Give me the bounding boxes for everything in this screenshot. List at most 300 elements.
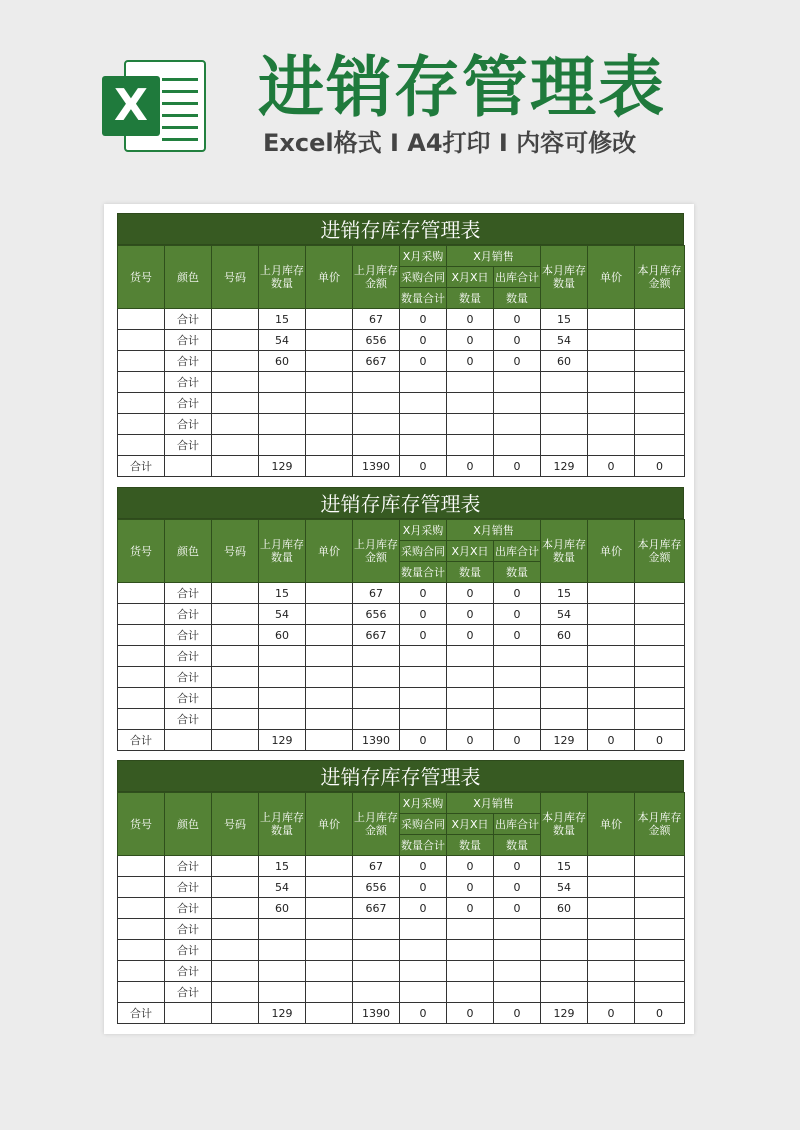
table-cell[interactable]: 0 xyxy=(494,330,541,351)
total-cell[interactable]: 0 xyxy=(494,1003,541,1024)
table-cell[interactable] xyxy=(306,982,353,1003)
table-cell[interactable] xyxy=(541,982,588,1003)
total-cell[interactable] xyxy=(212,730,259,751)
table-cell[interactable]: 656 xyxy=(353,604,400,625)
table-cell[interactable] xyxy=(306,414,353,435)
table-cell[interactable]: 合计 xyxy=(165,435,212,456)
table-cell[interactable] xyxy=(306,688,353,709)
total-cell[interactable]: 0 xyxy=(635,456,685,477)
table-cell[interactable] xyxy=(306,961,353,982)
table-cell[interactable]: 合计 xyxy=(165,646,212,667)
table-cell[interactable] xyxy=(212,604,259,625)
total-cell[interactable]: 0 xyxy=(494,456,541,477)
table-cell[interactable] xyxy=(306,330,353,351)
table-cell[interactable] xyxy=(306,919,353,940)
table-cell[interactable] xyxy=(588,414,635,435)
table-row xyxy=(118,646,685,667)
table-cell[interactable] xyxy=(635,625,685,646)
table-cell[interactable] xyxy=(118,351,165,372)
table-cell[interactable]: 合计 xyxy=(165,372,212,393)
table-cell[interactable] xyxy=(588,330,635,351)
table-cell[interactable] xyxy=(635,961,685,982)
table-cell[interactable]: 合计 xyxy=(165,351,212,372)
table-cell[interactable] xyxy=(212,667,259,688)
table-cell[interactable] xyxy=(212,856,259,877)
table-cell[interactable]: 0 xyxy=(447,351,494,372)
table-cell[interactable] xyxy=(306,877,353,898)
table-cell[interactable] xyxy=(212,372,259,393)
table-cell[interactable] xyxy=(212,309,259,330)
table-cell[interactable] xyxy=(259,414,306,435)
table-cell[interactable] xyxy=(447,646,494,667)
table-cell[interactable]: 合计 xyxy=(165,667,212,688)
table-cell[interactable]: 54 xyxy=(541,330,588,351)
table-cell[interactable] xyxy=(259,919,306,940)
table-cell[interactable] xyxy=(306,604,353,625)
table-cell[interactable] xyxy=(494,435,541,456)
table-cell[interactable] xyxy=(447,982,494,1003)
table-cell[interactable]: 0 xyxy=(447,583,494,604)
table-cell[interactable]: 67 xyxy=(353,583,400,604)
table-cell[interactable]: 合计 xyxy=(165,898,212,919)
table-cell[interactable] xyxy=(118,414,165,435)
table-cell[interactable] xyxy=(447,667,494,688)
table-cell[interactable]: 15 xyxy=(259,583,306,604)
table-cell[interactable] xyxy=(541,961,588,982)
table-cell[interactable] xyxy=(635,435,685,456)
table-cell[interactable] xyxy=(118,919,165,940)
table-cell[interactable]: 0 xyxy=(447,877,494,898)
table-cell[interactable]: 合计 xyxy=(165,625,212,646)
table-cell[interactable] xyxy=(588,646,635,667)
table-cell[interactable]: 60 xyxy=(259,625,306,646)
table-cell[interactable] xyxy=(494,414,541,435)
table-cell[interactable]: 合计 xyxy=(165,856,212,877)
table-cell[interactable] xyxy=(635,330,685,351)
table-cell[interactable]: 合计 xyxy=(165,393,212,414)
table-cell[interactable] xyxy=(259,435,306,456)
table-cell[interactable] xyxy=(541,393,588,414)
table-cell[interactable] xyxy=(494,982,541,1003)
table-cell[interactable] xyxy=(494,940,541,961)
table-cell[interactable] xyxy=(259,940,306,961)
table-cell[interactable] xyxy=(541,688,588,709)
total-cell[interactable]: 1390 xyxy=(353,1003,400,1024)
table-cell[interactable] xyxy=(212,583,259,604)
table-cell[interactable] xyxy=(635,877,685,898)
table-cell[interactable] xyxy=(400,435,447,456)
table-cell[interactable] xyxy=(447,940,494,961)
table-cell[interactable] xyxy=(118,435,165,456)
table-cell[interactable]: 0 xyxy=(400,898,447,919)
total-cell[interactable]: 0 xyxy=(494,730,541,751)
table-cell[interactable] xyxy=(353,940,400,961)
table-cell[interactable] xyxy=(118,625,165,646)
total-cell[interactable]: 0 xyxy=(400,1003,447,1024)
total-cell[interactable]: 合计 xyxy=(118,1003,165,1024)
table-cell[interactable]: 67 xyxy=(353,856,400,877)
table-cell[interactable] xyxy=(353,982,400,1003)
total-cell[interactable]: 0 xyxy=(588,456,635,477)
table-cell[interactable] xyxy=(118,688,165,709)
table-cell[interactable] xyxy=(306,372,353,393)
table-cell[interactable] xyxy=(400,372,447,393)
table-cell[interactable]: 667 xyxy=(353,625,400,646)
table-cell[interactable] xyxy=(306,351,353,372)
table-cell[interactable]: 合计 xyxy=(165,940,212,961)
table-cell[interactable] xyxy=(212,877,259,898)
table-cell[interactable] xyxy=(306,856,353,877)
table-cell[interactable] xyxy=(118,309,165,330)
table-cell[interactable] xyxy=(306,646,353,667)
table-cell[interactable] xyxy=(212,940,259,961)
total-cell[interactable]: 0 xyxy=(447,1003,494,1024)
table-cell[interactable] xyxy=(635,604,685,625)
table-cell[interactable]: 合计 xyxy=(165,688,212,709)
table-title: 进销存库存管理表 xyxy=(117,760,684,792)
table-cell[interactable]: 0 xyxy=(494,604,541,625)
table-cell[interactable] xyxy=(353,435,400,456)
table-cell[interactable] xyxy=(306,709,353,730)
table-cell[interactable] xyxy=(635,414,685,435)
table-cell[interactable]: 0 xyxy=(447,604,494,625)
table-cell[interactable]: 0 xyxy=(494,856,541,877)
table-cell[interactable] xyxy=(353,414,400,435)
table-cell[interactable] xyxy=(212,982,259,1003)
table-cell[interactable]: 合计 xyxy=(165,709,212,730)
table-cell[interactable] xyxy=(588,982,635,1003)
table-cell[interactable] xyxy=(588,877,635,898)
table-cell[interactable]: 0 xyxy=(494,309,541,330)
table-cell[interactable] xyxy=(588,919,635,940)
table-cell[interactable]: 合计 xyxy=(165,961,212,982)
table-cell[interactable] xyxy=(353,393,400,414)
table-cell[interactable]: 0 xyxy=(400,604,447,625)
table-cell[interactable] xyxy=(212,435,259,456)
table-cell[interactable] xyxy=(541,709,588,730)
table-cell[interactable]: 54 xyxy=(541,604,588,625)
table-cell[interactable] xyxy=(635,372,685,393)
table-cell[interactable] xyxy=(400,646,447,667)
table-cell[interactable] xyxy=(259,688,306,709)
table-cell[interactable] xyxy=(588,604,635,625)
total-cell[interactable]: 0 xyxy=(588,1003,635,1024)
table-cell[interactable] xyxy=(494,667,541,688)
table-cell[interactable]: 0 xyxy=(400,351,447,372)
table-cell[interactable] xyxy=(118,982,165,1003)
table-cell[interactable] xyxy=(635,856,685,877)
table-cell[interactable]: 合计 xyxy=(165,414,212,435)
total-cell[interactable] xyxy=(212,456,259,477)
total-cell[interactable] xyxy=(165,730,212,751)
table-cell[interactable] xyxy=(541,667,588,688)
table-cell[interactable]: 0 xyxy=(400,583,447,604)
table-cell[interactable]: 15 xyxy=(259,856,306,877)
table-cell[interactable] xyxy=(118,604,165,625)
table-cell[interactable] xyxy=(306,625,353,646)
table-cell[interactable] xyxy=(306,393,353,414)
table-cell[interactable]: 60 xyxy=(259,898,306,919)
table-cell[interactable]: 656 xyxy=(353,877,400,898)
table-cell[interactable] xyxy=(212,625,259,646)
table-row xyxy=(118,330,685,351)
table-cell[interactable] xyxy=(118,372,165,393)
table-cell[interactable] xyxy=(353,709,400,730)
table-cell[interactable] xyxy=(588,688,635,709)
table-cell[interactable] xyxy=(259,709,306,730)
table-cell[interactable]: 54 xyxy=(259,604,306,625)
header-purchase-qty-total: 数量合计 xyxy=(400,835,447,856)
table-row xyxy=(118,309,685,330)
table-cell[interactable] xyxy=(212,961,259,982)
table-cell[interactable] xyxy=(635,919,685,940)
table-cell[interactable]: 合计 xyxy=(165,583,212,604)
total-cell[interactable]: 129 xyxy=(259,456,306,477)
table-cell[interactable] xyxy=(400,982,447,1003)
table-cell[interactable]: 合计 xyxy=(165,919,212,940)
table-cell[interactable] xyxy=(118,856,165,877)
table-cell[interactable]: 0 xyxy=(447,625,494,646)
table-cell[interactable] xyxy=(353,688,400,709)
total-cell[interactable] xyxy=(306,730,353,751)
table-cell[interactable] xyxy=(635,351,685,372)
table-cell[interactable] xyxy=(306,898,353,919)
table-cell[interactable] xyxy=(259,961,306,982)
table-cell[interactable] xyxy=(588,961,635,982)
table-cell[interactable] xyxy=(588,393,635,414)
total-cell[interactable] xyxy=(306,456,353,477)
table-cell[interactable] xyxy=(541,372,588,393)
table-cell[interactable] xyxy=(118,940,165,961)
table-cell[interactable]: 0 xyxy=(447,330,494,351)
table-cell[interactable] xyxy=(447,414,494,435)
table-cell[interactable]: 60 xyxy=(541,625,588,646)
header-size-code: 号码 xyxy=(212,793,259,856)
table-cell[interactable]: 60 xyxy=(541,351,588,372)
table-cell[interactable] xyxy=(588,309,635,330)
table-cell[interactable]: 0 xyxy=(494,898,541,919)
table-cell[interactable] xyxy=(400,393,447,414)
table-cell[interactable]: 15 xyxy=(541,583,588,604)
table-cell[interactable]: 656 xyxy=(353,330,400,351)
table-cell[interactable]: 15 xyxy=(259,309,306,330)
table-cell[interactable] xyxy=(259,667,306,688)
table-cell[interactable] xyxy=(588,625,635,646)
table-cell[interactable] xyxy=(588,709,635,730)
table-cell[interactable] xyxy=(212,919,259,940)
table-cell[interactable] xyxy=(259,393,306,414)
total-cell[interactable]: 合计 xyxy=(118,730,165,751)
table-cell[interactable] xyxy=(212,330,259,351)
table-cell[interactable] xyxy=(400,414,447,435)
table-cell[interactable] xyxy=(494,372,541,393)
table-cell[interactable] xyxy=(118,393,165,414)
table-cell[interactable] xyxy=(118,583,165,604)
table-cell[interactable] xyxy=(635,667,685,688)
table-cell[interactable]: 0 xyxy=(494,877,541,898)
table-cell[interactable] xyxy=(118,330,165,351)
table-cell[interactable] xyxy=(635,709,685,730)
total-cell[interactable]: 0 xyxy=(447,456,494,477)
total-cell[interactable]: 1390 xyxy=(353,730,400,751)
table-cell[interactable] xyxy=(541,919,588,940)
table-title: 进销存库存管理表 xyxy=(117,487,684,519)
table-cell[interactable]: 0 xyxy=(400,877,447,898)
table-cell[interactable] xyxy=(494,709,541,730)
table-cell[interactable]: 60 xyxy=(541,898,588,919)
total-cell[interactable]: 129 xyxy=(541,1003,588,1024)
table-cell[interactable] xyxy=(494,646,541,667)
table-cell[interactable]: 15 xyxy=(541,309,588,330)
table-cell[interactable]: 54 xyxy=(259,330,306,351)
table-cell[interactable] xyxy=(353,961,400,982)
table-body xyxy=(118,856,685,1024)
table-cell[interactable] xyxy=(541,414,588,435)
total-cell[interactable]: 129 xyxy=(541,730,588,751)
table-cell[interactable]: 667 xyxy=(353,351,400,372)
total-cell[interactable]: 129 xyxy=(259,730,306,751)
inventory-table-block xyxy=(117,487,684,751)
total-cell[interactable]: 0 xyxy=(635,730,685,751)
table-cell[interactable] xyxy=(494,393,541,414)
table-cell[interactable] xyxy=(541,435,588,456)
table-cell[interactable] xyxy=(118,709,165,730)
table-cell[interactable] xyxy=(494,919,541,940)
table-cell[interactable] xyxy=(588,940,635,961)
table-cell[interactable] xyxy=(447,961,494,982)
table-cell[interactable] xyxy=(447,435,494,456)
table-cell[interactable]: 0 xyxy=(400,856,447,877)
table-cell[interactable] xyxy=(447,919,494,940)
table-cell[interactable] xyxy=(635,309,685,330)
table-cell[interactable] xyxy=(353,646,400,667)
table-cell[interactable] xyxy=(447,709,494,730)
table-cell[interactable] xyxy=(588,898,635,919)
table-cell[interactable] xyxy=(353,372,400,393)
table-cell[interactable] xyxy=(635,646,685,667)
table-cell[interactable] xyxy=(635,688,685,709)
table-cell[interactable] xyxy=(306,667,353,688)
table-cell[interactable] xyxy=(212,393,259,414)
table-row xyxy=(118,667,685,688)
table-cell[interactable] xyxy=(447,688,494,709)
table-cell[interactable] xyxy=(400,940,447,961)
table-cell[interactable]: 合计 xyxy=(165,982,212,1003)
table-cell[interactable] xyxy=(212,414,259,435)
table-cell[interactable] xyxy=(212,646,259,667)
table-cell[interactable] xyxy=(588,351,635,372)
table-total-row xyxy=(118,730,685,751)
table-cell[interactable] xyxy=(588,667,635,688)
table-cell[interactable] xyxy=(118,898,165,919)
table-cell[interactable] xyxy=(118,961,165,982)
table-cell[interactable] xyxy=(212,709,259,730)
total-cell[interactable]: 0 xyxy=(447,730,494,751)
table-cell[interactable] xyxy=(118,877,165,898)
table-cell[interactable] xyxy=(259,372,306,393)
total-cell[interactable]: 129 xyxy=(541,456,588,477)
table-cell[interactable] xyxy=(588,372,635,393)
table-cell[interactable] xyxy=(306,940,353,961)
table-cell[interactable] xyxy=(212,351,259,372)
total-cell[interactable]: 0 xyxy=(400,730,447,751)
table-cell[interactable] xyxy=(259,646,306,667)
total-cell[interactable]: 129 xyxy=(259,1003,306,1024)
table-cell[interactable] xyxy=(306,309,353,330)
table-cell[interactable] xyxy=(400,667,447,688)
table-cell[interactable] xyxy=(400,919,447,940)
table-cell[interactable] xyxy=(400,709,447,730)
table-cell[interactable]: 合计 xyxy=(165,309,212,330)
table-cell[interactable] xyxy=(494,961,541,982)
table-cell[interactable] xyxy=(541,940,588,961)
table-cell[interactable] xyxy=(588,583,635,604)
total-cell[interactable] xyxy=(165,1003,212,1024)
table-cell[interactable] xyxy=(353,667,400,688)
total-cell[interactable]: 0 xyxy=(635,1003,685,1024)
table-cell[interactable]: 54 xyxy=(259,877,306,898)
table-cell[interactable] xyxy=(353,919,400,940)
table-cell[interactable] xyxy=(212,898,259,919)
table-cell[interactable]: 15 xyxy=(541,856,588,877)
table-cell[interactable]: 67 xyxy=(353,309,400,330)
table-cell[interactable] xyxy=(635,982,685,1003)
total-cell[interactable]: 合计 xyxy=(118,456,165,477)
table-cell[interactable]: 0 xyxy=(494,583,541,604)
table-cell[interactable]: 667 xyxy=(353,898,400,919)
table-cell[interactable] xyxy=(635,898,685,919)
table-cell[interactable]: 0 xyxy=(447,309,494,330)
table-cell[interactable]: 0 xyxy=(400,330,447,351)
table-cell[interactable]: 60 xyxy=(259,351,306,372)
table-cell[interactable]: 0 xyxy=(494,351,541,372)
table-cell[interactable] xyxy=(541,646,588,667)
table-cell[interactable] xyxy=(635,393,685,414)
table-cell[interactable] xyxy=(635,940,685,961)
table-cell[interactable] xyxy=(588,435,635,456)
table-cell[interactable] xyxy=(118,667,165,688)
table-cell[interactable]: 合计 xyxy=(165,330,212,351)
table-cell[interactable]: 54 xyxy=(541,877,588,898)
table-cell[interactable]: 0 xyxy=(400,309,447,330)
total-cell[interactable] xyxy=(165,456,212,477)
total-cell[interactable] xyxy=(212,1003,259,1024)
table-cell[interactable]: 0 xyxy=(400,625,447,646)
table-cell[interactable] xyxy=(635,583,685,604)
total-cell[interactable]: 0 xyxy=(400,456,447,477)
table-cell[interactable] xyxy=(306,583,353,604)
table-row xyxy=(118,961,685,982)
table-cell[interactable]: 合计 xyxy=(165,604,212,625)
total-cell[interactable]: 1390 xyxy=(353,456,400,477)
total-cell[interactable] xyxy=(306,1003,353,1024)
table-cell[interactable] xyxy=(447,372,494,393)
table-cell[interactable] xyxy=(588,856,635,877)
table-cell[interactable] xyxy=(118,646,165,667)
table-cell[interactable] xyxy=(447,393,494,414)
table-cell[interactable] xyxy=(400,688,447,709)
table-cell[interactable]: 0 xyxy=(447,898,494,919)
table-cell[interactable] xyxy=(494,688,541,709)
total-cell[interactable]: 0 xyxy=(588,730,635,751)
table-cell[interactable]: 0 xyxy=(494,625,541,646)
table-cell[interactable]: 合计 xyxy=(165,877,212,898)
table-cell[interactable] xyxy=(400,961,447,982)
table-cell[interactable] xyxy=(306,435,353,456)
table-cell[interactable] xyxy=(259,982,306,1003)
table-cell[interactable]: 0 xyxy=(447,856,494,877)
table-cell[interactable] xyxy=(212,688,259,709)
